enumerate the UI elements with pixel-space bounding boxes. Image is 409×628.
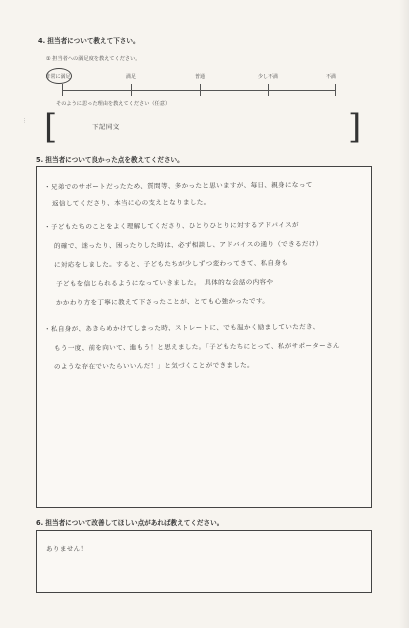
good-points-line-4: 的確で、迷ったり、困ったりした時は、必ず相談し、アドバイスの通り（できるだけ）	[53, 239, 323, 251]
right-bracket: ]	[348, 107, 362, 147]
good-points-line-9: もう一度、前を向いて、進もう！と思えました。「子どもたちにとって、私がサポーターさん	[53, 341, 340, 353]
scale-label-neutral[interactable]: 普通	[194, 74, 206, 80]
scale-label-dissatisfied[interactable]: 不満	[325, 74, 337, 80]
good-points-line-5: に対応をしました。すると、子どもたちが少しずつ変わってきて、私自身も	[53, 258, 289, 270]
scan-shadow	[399, 0, 409, 628]
scale-tick	[131, 84, 132, 96]
scale-tick	[62, 84, 63, 96]
reason-answer[interactable]: 下記同文	[91, 122, 120, 132]
improvement-box[interactable]	[36, 530, 372, 593]
scale-label-slightly-dissatisfied[interactable]: 少し不満	[257, 74, 279, 80]
good-points-line-6: 子どもを信じられるようになっていきました。 具体的な会話の内容や	[55, 278, 274, 288]
section5-heading: 5. 担当者について良かった点を教えてください。	[36, 156, 184, 164]
scale-tick	[335, 84, 336, 96]
improvement-answer: ありません！	[45, 544, 88, 554]
satisfaction-scale-line	[62, 90, 336, 91]
good-points-line-7: かかわり方を丁寧に教えて下さったことが、とても心強かったです。	[55, 297, 270, 307]
good-points-line-1: ・兄弟でのサポートだったため、質問等、多かったと思いますが、毎日、親身になって	[43, 180, 313, 192]
section6-heading: 6. 担当者について改善してほしい点があれば教えてください。	[36, 519, 224, 527]
good-points-line-8: ・私自身が、あきらめかけてしまった時、ストレートに、でも温かく励ましていただき、	[43, 322, 320, 334]
reason-prompt: そのように思った理由を教えてください（任意）	[56, 101, 171, 107]
margin-marks: ⋮	[22, 118, 27, 124]
scale-label-very-satisfied[interactable]: 非常に満足	[45, 74, 71, 80]
good-points-line-2: 返信してくださり、本当に心の支えとなりました。	[51, 198, 211, 208]
selected-answer-circle	[46, 68, 72, 84]
section4-heading: 4. 担当者について教えて下さい。	[38, 37, 140, 45]
scale-label-satisfied[interactable]: 満足	[125, 74, 137, 80]
good-points-line-10: のような存在でいたらいいんだ！」と気づくことができました。	[53, 361, 254, 371]
satisfaction-question: ① 担当者への満足度を教えてください。	[46, 56, 141, 62]
left-bracket: [	[44, 107, 58, 147]
scale-tick	[200, 84, 201, 96]
good-points-box[interactable]	[36, 166, 372, 508]
good-points-line-3: ・子どもたちのことをよく理解してくださり、ひとりひとりに対するアドバイスが	[43, 220, 299, 232]
scale-tick	[268, 84, 269, 96]
